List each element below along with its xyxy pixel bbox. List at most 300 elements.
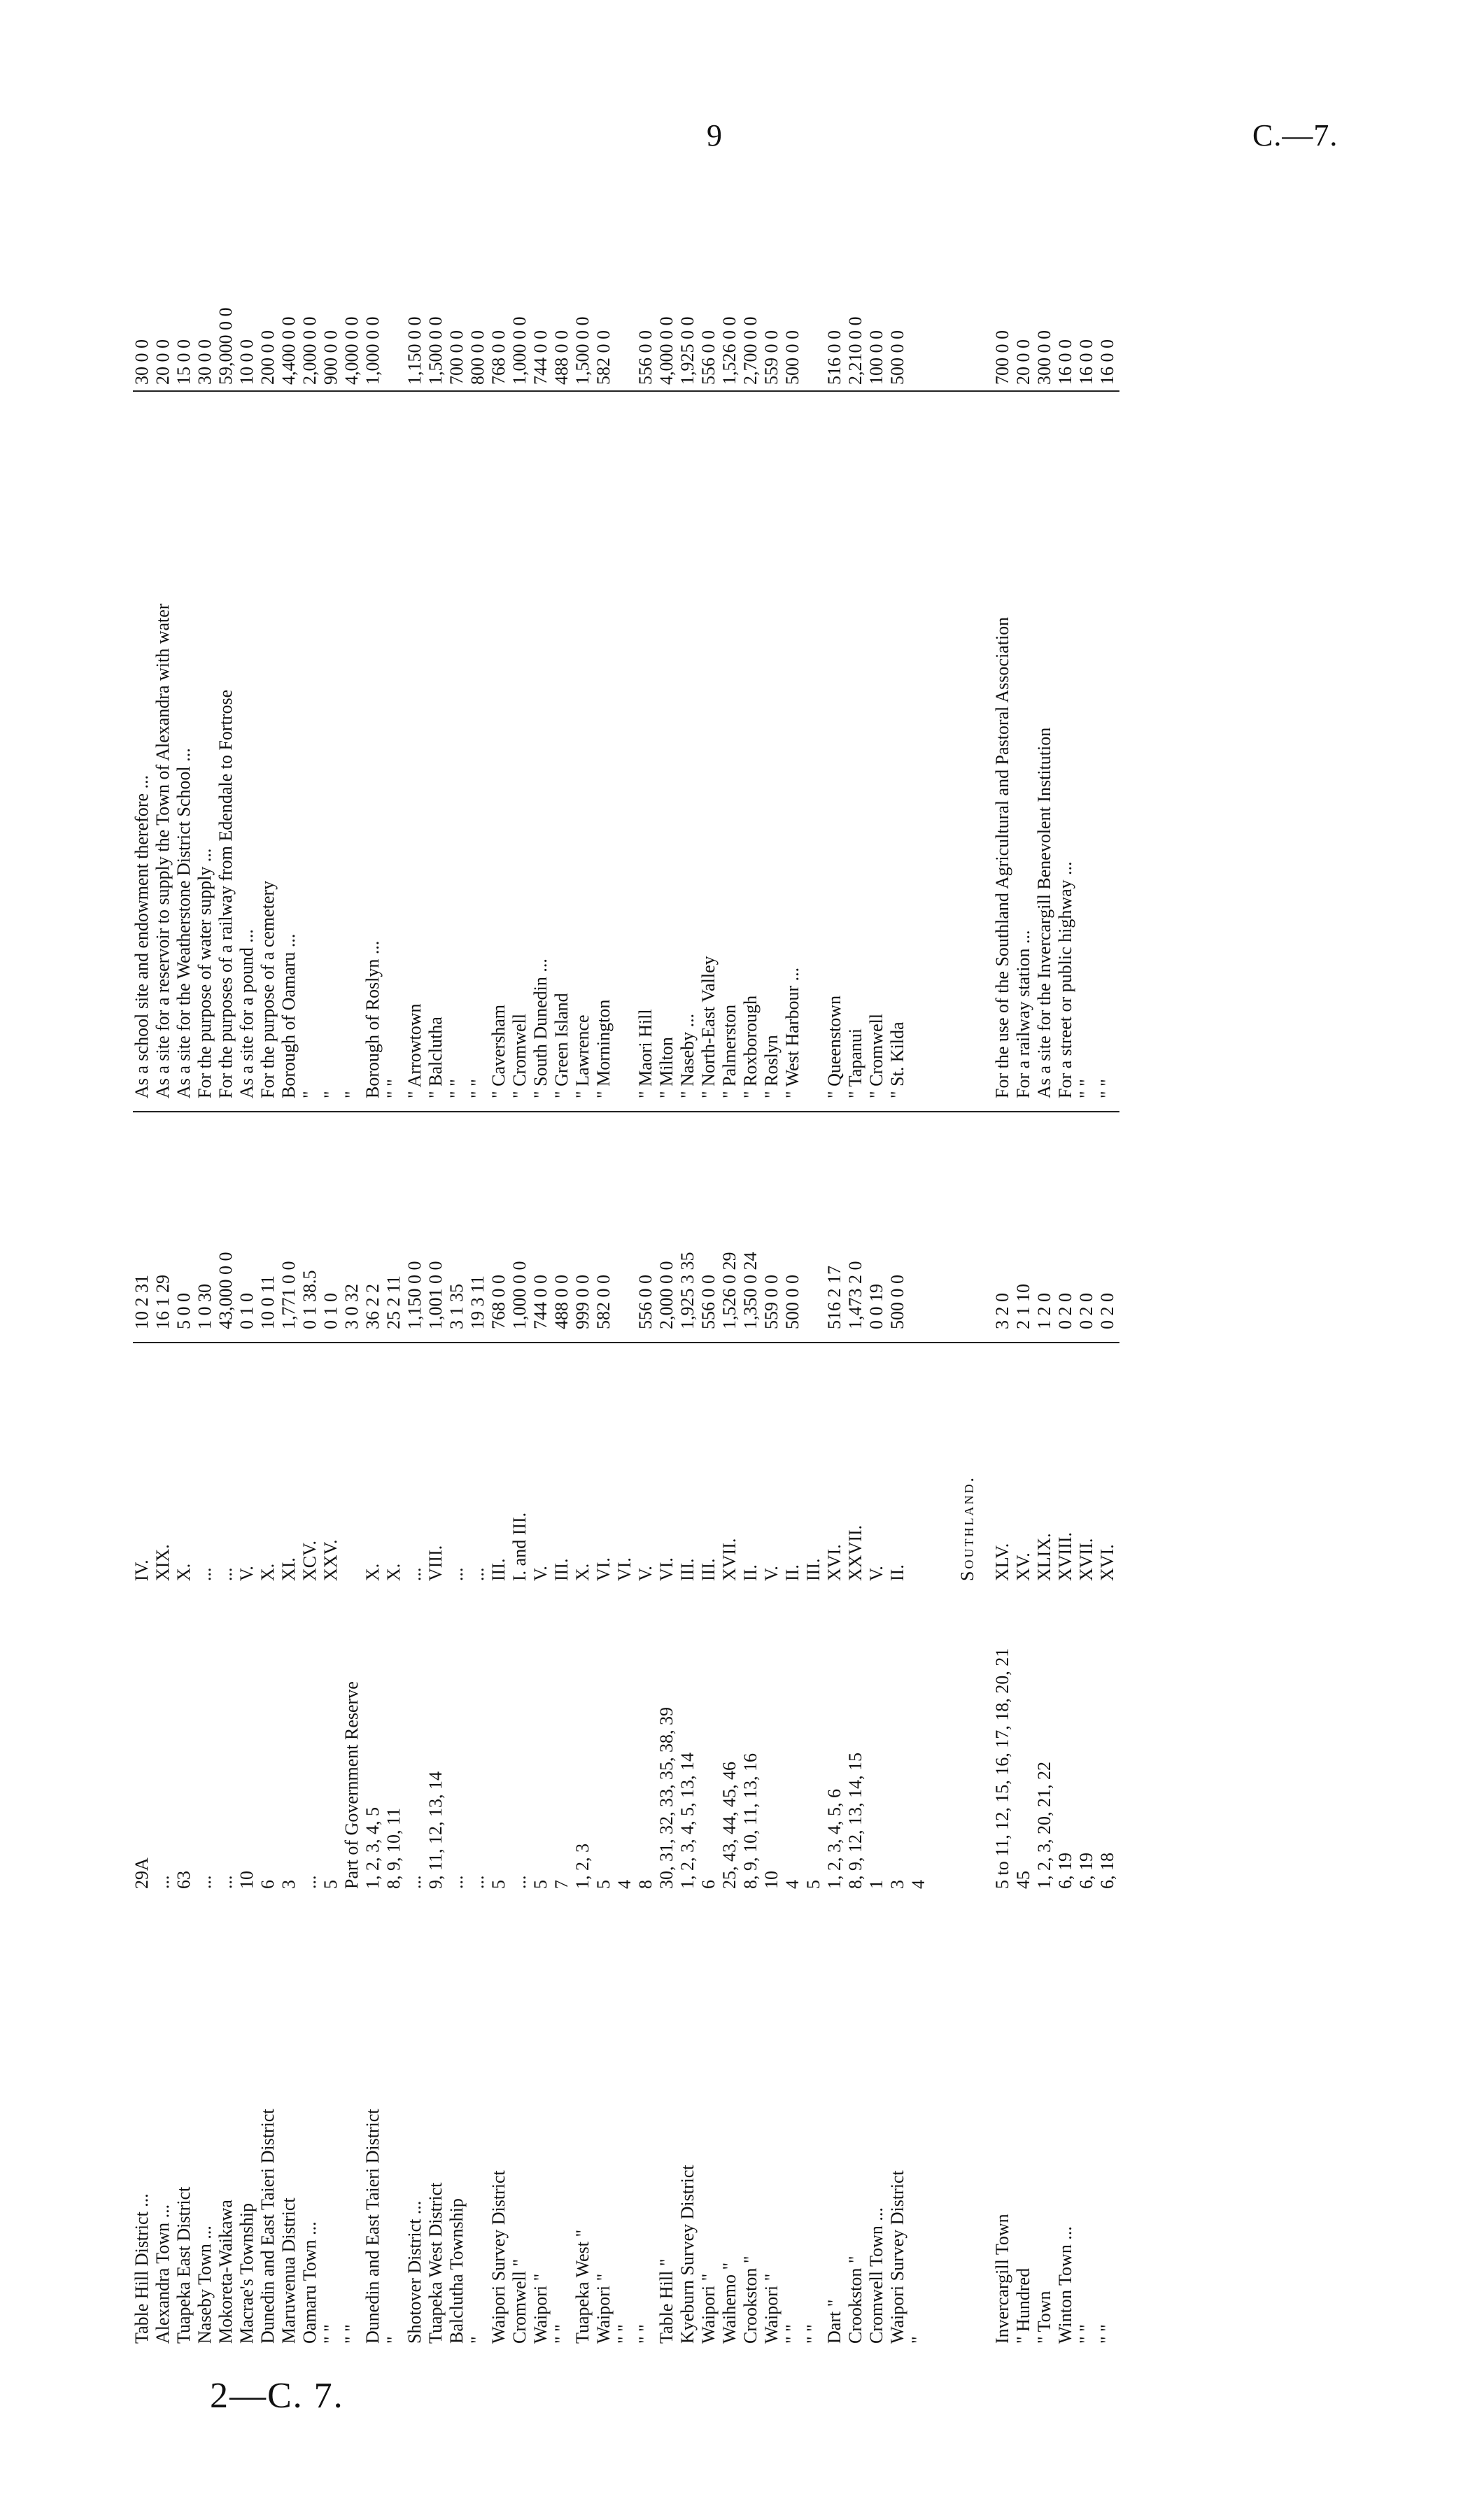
sections-cell: 25, 43, 44, 45, 46: [719, 1762, 740, 1889]
sections-cell: ...: [299, 1875, 320, 1889]
table-row: [364, 189, 385, 2344]
value-cell: 488 0 0: [551, 330, 572, 385]
purpose-cell: " Maori Hill: [635, 1009, 656, 1098]
purpose-cell: " Tapanui: [845, 1028, 865, 1098]
location-cell: Dart ": [824, 2299, 844, 2344]
block-cell: I. and III.: [509, 1512, 530, 1581]
sections-cell: 4: [782, 1880, 803, 1889]
location-cell: Alexandra Town ...: [153, 2204, 173, 2344]
sections-cell: 1, 2, 3, 4, 5: [362, 1807, 383, 1889]
table-row: [574, 189, 595, 2344]
block-cell: XXV.: [320, 1539, 341, 1581]
value-cell: 16 0 0: [1097, 339, 1117, 385]
purpose-cell: For a railway station ...: [1013, 930, 1033, 1098]
value-cell: 59,000 0 0: [215, 307, 236, 385]
value-cell: 500 0 0: [887, 330, 907, 385]
purpose-cell: For the purpose of water supply ...: [195, 848, 215, 1098]
table-row: [700, 189, 721, 2344]
block-cell: VI.: [656, 1557, 677, 1581]
location-cell: Mokoreta-Waikawa: [215, 2200, 236, 2344]
value-cell: 4,000 0 0: [341, 316, 362, 385]
table-row: [133, 189, 154, 2344]
rotated-table: [105, 189, 1364, 2344]
table-row: [868, 189, 889, 2344]
value-cell: 700 0 0: [446, 330, 467, 385]
sections-cell: ...: [195, 1875, 215, 1889]
sections-cell: 30, 31, 32, 33, 35, 38, 39: [656, 1707, 677, 1889]
table-row: [679, 189, 700, 2344]
value-cell: 2,700 0 0: [740, 316, 761, 385]
table-row: [889, 189, 910, 2344]
table-row: [322, 189, 343, 2344]
table-row: [553, 189, 574, 2344]
location-cell: Waipori Survey District: [887, 2170, 907, 2344]
sections-cell: ...: [153, 1875, 173, 1889]
sections-cell: 5: [803, 1880, 824, 1889]
block-cell: V.: [866, 1566, 886, 1581]
area-cell: 2,000 0 0: [656, 1261, 677, 1329]
purpose-cell: " Cromwell: [509, 1013, 530, 1098]
area-cell: 0 0 19: [866, 1284, 886, 1329]
sections-cell: 5: [593, 1880, 614, 1889]
value-cell: 2,210 0 0: [845, 316, 865, 385]
sections-cell: 7: [551, 1880, 572, 1889]
sections-cell: Part of Government Reserve: [341, 1681, 362, 1889]
area-cell: 1 0 30: [195, 1284, 215, 1329]
value-cell: 1,925 0 0: [677, 316, 698, 385]
purpose-cell: " Lawrence: [572, 1014, 593, 1098]
area-cell: 556 0 0: [635, 1275, 656, 1329]
table-row: [301, 189, 322, 2344]
block-cell: ...: [195, 1567, 215, 1581]
sections-cell: ...: [509, 1875, 530, 1889]
purpose-cell: " West Harbour ...: [782, 967, 803, 1098]
block-cell: IV.: [132, 1559, 152, 1581]
location-cell: Crookston ": [740, 2256, 761, 2344]
value-cell: 4,000 0 0: [656, 316, 677, 385]
location-cell: Cromwell ": [509, 2258, 530, 2344]
location-cell: Table Hill District ...: [132, 2193, 152, 2344]
table-row: [280, 189, 301, 2344]
purpose-cell: For a street or public highway ...: [1055, 861, 1075, 1098]
value-cell: 30 0 0: [132, 339, 152, 385]
table-row: [1036, 189, 1056, 2344]
table-row: [658, 189, 679, 2344]
area-cell: 500 0 0: [782, 1275, 803, 1329]
area-cell: 1,000 0 0: [509, 1261, 530, 1329]
block-cell: X.: [572, 1563, 593, 1581]
table-row: [448, 189, 469, 2344]
location-cell: Dunedin and East Taieri District: [257, 2109, 278, 2344]
value-cell: 100 0 0: [866, 330, 886, 385]
value-cell: 516 0 0: [824, 330, 844, 385]
sections-cell: 5: [530, 1880, 551, 1889]
column-rule: [133, 1111, 1119, 1112]
sections-cell: 10: [761, 1871, 782, 1889]
block-cell: XVI.: [1097, 1544, 1117, 1581]
area-cell: 559 0 0: [761, 1275, 782, 1329]
area-cell: 43,000 0 0: [215, 1252, 236, 1329]
value-cell: 20 0 0: [1013, 339, 1033, 385]
table-row: [406, 189, 427, 2344]
purpose-cell: For the purpose of a cemetery: [257, 880, 278, 1098]
table-row: [154, 189, 175, 2344]
location-cell: Cromwell Town ...: [866, 2207, 886, 2344]
purpose-cell: " North-East Valley: [698, 956, 719, 1098]
area-cell: 1,350 0 24: [740, 1252, 761, 1329]
table-row: [343, 189, 364, 2344]
purpose-cell: " ": [467, 1079, 488, 1098]
table-row: [196, 189, 217, 2344]
purpose-cell: ": [299, 1091, 320, 1098]
block-cell: III.: [551, 1558, 572, 1581]
block-cell: XXVII.: [845, 1524, 865, 1581]
block-cell: XVIII.: [1055, 1531, 1075, 1581]
purpose-cell: " ": [446, 1079, 467, 1098]
area-cell: 10 0 11: [257, 1275, 278, 1329]
area-cell: 488 0 0: [551, 1275, 572, 1329]
value-cell: 700 0 0: [992, 330, 1012, 385]
location-cell: Waipori ": [530, 2273, 551, 2344]
sections-cell: 1, 2, 3, 20, 21, 22: [1034, 1762, 1054, 1889]
block-cell: V.: [236, 1566, 257, 1581]
purpose-cell: " Roslyn: [761, 1035, 782, 1098]
location-cell: " ": [551, 2324, 572, 2344]
sections-cell: 5: [320, 1880, 341, 1889]
sections-cell: 6: [257, 1880, 278, 1889]
purpose-cell: " ": [383, 1079, 404, 1098]
table-row: [1098, 189, 1119, 2344]
location-cell: Waihemo ": [719, 2262, 740, 2344]
location-cell: " Town: [1034, 2291, 1054, 2344]
area-cell: 1,001 0 0: [425, 1261, 446, 1329]
table-row: [217, 189, 238, 2344]
column-rule: [133, 1342, 1119, 1343]
purpose-cell: ": [341, 1091, 362, 1098]
table-row: [1077, 189, 1098, 2344]
table-row: [721, 189, 742, 2344]
purpose-cell: " Balclutha: [425, 1017, 446, 1098]
location-cell: " ": [341, 2324, 362, 2344]
block-cell: V.: [635, 1566, 656, 1581]
value-cell: 800 0 0: [467, 330, 488, 385]
table-row: [742, 189, 763, 2344]
area-cell: 999 0 0: [572, 1275, 593, 1329]
area-cell: 1,925 3 35: [677, 1252, 698, 1329]
location-cell: Waipori Survey District: [488, 2170, 509, 2344]
table-row: [847, 189, 868, 2344]
location-cell: " ": [803, 2324, 824, 2344]
location-cell: " Hundred: [1013, 2267, 1033, 2344]
value-cell: 582 0 0: [593, 330, 614, 385]
value-cell: 1,500 0 0: [425, 316, 446, 385]
table-row: [238, 189, 259, 2344]
sections-cell: ...: [404, 1875, 425, 1889]
sections-cell: 6, 19: [1076, 1853, 1096, 1889]
block-cell: ...: [446, 1567, 467, 1581]
block-cell: III.: [677, 1558, 698, 1581]
area-cell: 19 3 11: [467, 1275, 488, 1329]
block-cell: XVI.: [824, 1544, 844, 1581]
location-cell: ": [383, 2336, 404, 2344]
purpose-cell: " South Dunedin ...: [530, 958, 551, 1098]
table-row: [469, 189, 490, 2344]
location-cell: " ": [1097, 2324, 1117, 2344]
block-cell: XI.: [278, 1557, 299, 1581]
location-cell: " ": [782, 2324, 803, 2344]
sections-cell: 1, 2, 3, 4, 5, 13, 14: [677, 1753, 698, 1889]
table-row: [175, 189, 196, 2344]
location-cell: Balclutha Township: [446, 2198, 467, 2344]
value-cell: 768 0 0: [488, 330, 509, 385]
block-cell: VIII.: [425, 1545, 446, 1581]
purpose-cell: For the use of the Southland Agricultural and Pastoral Association: [992, 616, 1012, 1098]
area-cell: 500 0 0: [887, 1275, 907, 1329]
block-cell: II.: [782, 1564, 803, 1581]
area-cell: 1 2 0: [1034, 1293, 1054, 1329]
value-cell: 20 0 0: [153, 339, 173, 385]
purpose-cell: As a site for the Invercargill Benevolent Institution: [1034, 727, 1054, 1098]
sections-cell: 3: [278, 1880, 299, 1889]
location-cell: " ": [1076, 2324, 1096, 2344]
table-row: [1015, 189, 1036, 2344]
location-cell: Oamaru Town ...: [299, 2221, 320, 2344]
location-cell: Tuapeka West ": [572, 2229, 593, 2344]
location-cell: Shotover District ...: [404, 2200, 425, 2344]
value-cell: 4,400 0 0: [278, 316, 299, 385]
table-row: [763, 189, 784, 2344]
block-cell: X.: [362, 1563, 383, 1581]
location-cell: Kyeburn Survey District: [677, 2165, 698, 2344]
area-cell: 744 0 0: [530, 1275, 551, 1329]
sections-cell: 8: [635, 1880, 656, 1889]
area-cell: 1,526 0 29: [719, 1252, 740, 1329]
value-cell: 556 0 0: [635, 330, 656, 385]
sections-cell: 63: [174, 1871, 194, 1889]
sections-cell: 3: [887, 1880, 907, 1889]
area-cell: 1,771 0 0: [278, 1261, 299, 1329]
location-cell: Winton Town ...: [1055, 2226, 1075, 2344]
sections-cell: ...: [467, 1875, 488, 1889]
purpose-cell: " Queenstown: [824, 995, 844, 1098]
area-cell: 3 2 0: [992, 1293, 1012, 1329]
area-cell: 0 1 38.5: [299, 1270, 320, 1329]
sections-cell: 9, 11, 12, 13, 14: [425, 1771, 446, 1889]
sections-cell: 4: [614, 1880, 635, 1889]
area-cell: 3 0 32: [341, 1284, 362, 1329]
purpose-cell: " Mornington: [593, 999, 614, 1098]
table-row: [490, 189, 511, 2344]
table-row: [637, 189, 658, 2344]
table-row: [616, 189, 637, 2344]
sections-cell: 8, 9, 10, 11: [383, 1807, 404, 1889]
location-cell: Dunedin and East Taieri District: [362, 2109, 383, 2344]
purpose-cell: As a site for a reservoir to supply the Town of Alexandra with water: [153, 603, 173, 1098]
purpose-cell: " Green Island: [551, 993, 572, 1098]
table-row: [532, 189, 553, 2344]
block-cell: III.: [698, 1558, 719, 1581]
purpose-cell: As a site for the Weatherstone District School ...: [174, 748, 194, 1098]
location-cell: Maruwenua District: [278, 2197, 299, 2344]
area-cell: 582 0 0: [593, 1275, 614, 1329]
area-cell: 516 2 17: [824, 1266, 844, 1329]
table-row: [826, 189, 847, 2344]
block-cell: XCV.: [299, 1540, 320, 1581]
area-cell: 0 2 0: [1055, 1293, 1075, 1329]
sections-cell: 1, 2, 3: [572, 1843, 593, 1889]
purpose-cell: " Palmerston: [719, 1004, 740, 1098]
area-cell: 0 1 0: [320, 1293, 341, 1329]
area-cell: 1,473 2 0: [845, 1261, 865, 1329]
location-cell: Tuapeka West District: [425, 2182, 446, 2344]
value-cell: 744 0 0: [530, 330, 551, 385]
sections-cell: 8, 9, 10, 11, 13, 16: [740, 1753, 761, 1889]
section-heading: Southland.: [957, 1475, 977, 1581]
page-number: 9: [707, 118, 723, 153]
location-cell: " ": [320, 2324, 341, 2344]
location-cell: Naseby Town ...: [195, 2225, 215, 2344]
block-cell: III.: [488, 1558, 509, 1581]
sections-cell: 1, 2, 3, 4, 5, 6: [824, 1789, 844, 1889]
location-cell: Macrae's Township: [236, 2203, 257, 2344]
value-cell: 500 0 0: [782, 330, 803, 385]
sections-cell: 10: [236, 1871, 257, 1889]
value-cell: 10 0 0: [236, 339, 257, 385]
value-cell: 1,526 0 0: [719, 316, 740, 385]
area-cell: 0 2 0: [1097, 1293, 1117, 1329]
value-cell: 30 0 0: [195, 339, 215, 385]
sections-cell: 6: [698, 1880, 719, 1889]
purpose-cell: " Milton: [656, 1037, 677, 1098]
value-cell: 1,150 0 0: [404, 316, 425, 385]
value-cell: 300 0 0: [1034, 330, 1054, 385]
purpose-cell: " Cromwell: [866, 1013, 886, 1098]
purpose-cell: " ": [1097, 1079, 1117, 1098]
purpose-cell: Borough of Roslyn ...: [362, 940, 383, 1098]
purpose-cell: " ": [1076, 1079, 1096, 1098]
table-row: [259, 189, 280, 2344]
area-cell: 5 0 0: [174, 1293, 194, 1329]
table-row: [784, 189, 805, 2344]
block-cell: XVII.: [719, 1538, 740, 1581]
sections-cell: 5 to 11, 12, 15, 16, 17, 18, 20, 21: [992, 1648, 1012, 1889]
table-row: [427, 189, 448, 2344]
sections-cell: ...: [446, 1875, 467, 1889]
purpose-cell: " Naseby ...: [677, 1013, 698, 1098]
location-cell: Tuapeka East District: [174, 2186, 194, 2344]
sections-cell: 1: [866, 1880, 886, 1889]
purpose-cell: " Arrowtown: [404, 1003, 425, 1098]
value-cell: 1,000 0 0: [362, 316, 383, 385]
block-cell: X.: [174, 1563, 194, 1581]
column-rule: [133, 390, 1119, 392]
area-cell: 768 0 0: [488, 1275, 509, 1329]
value-cell: 556 0 0: [698, 330, 719, 385]
block-cell: VI.: [593, 1557, 614, 1581]
table-row: [910, 189, 931, 2344]
area-cell: 0 1 0: [236, 1293, 257, 1329]
table-row: [805, 189, 826, 2344]
area-cell: 2 1 10: [1013, 1284, 1033, 1329]
purpose-cell: As a site for a pound ...: [236, 929, 257, 1098]
block-cell: XLIX.: [1034, 1533, 1054, 1581]
sections-cell: 29A: [132, 1857, 152, 1889]
block-cell: XV.: [1013, 1552, 1033, 1581]
value-cell: 200 0 0: [257, 330, 278, 385]
sections-cell: 6, 18: [1097, 1853, 1117, 1889]
block-cell: X.: [257, 1563, 278, 1581]
table-row: [385, 189, 406, 2344]
block-cell: V.: [530, 1566, 551, 1581]
block-cell: XIX.: [153, 1544, 173, 1581]
area-cell: 10 2 31: [132, 1275, 152, 1329]
location-cell: ": [467, 2336, 488, 2344]
sections-cell: ...: [215, 1875, 236, 1889]
purpose-cell: " St. Kilda: [887, 1021, 907, 1098]
value-cell: 559 0 0: [761, 330, 782, 385]
location-cell: ": [908, 2336, 928, 2344]
area-cell: 556 0 0: [698, 1275, 719, 1329]
table-row: [511, 189, 532, 2344]
block-cell: V.: [761, 1566, 782, 1581]
purpose-cell: Borough of Oamaru ...: [278, 933, 299, 1098]
document-code: C.—7.: [1252, 118, 1338, 153]
location-cell: Invercargill Town: [992, 2214, 1012, 2344]
table-row: [1056, 189, 1077, 2344]
area-cell: 25 2 11: [383, 1275, 404, 1329]
block-cell: III.: [803, 1558, 824, 1581]
block-cell: ...: [215, 1567, 236, 1581]
area-cell: 1,150 0 0: [404, 1261, 425, 1329]
location-cell: Crookston ": [845, 2256, 865, 2344]
value-cell: 2,000 0 0: [299, 316, 320, 385]
block-cell: XLV.: [992, 1543, 1012, 1581]
block-cell: II.: [887, 1564, 907, 1581]
area-cell: 0 2 0: [1076, 1293, 1096, 1329]
location-cell: " ": [614, 2324, 635, 2344]
area-cell: 16 1 29: [153, 1275, 173, 1329]
value-cell: 1,500 0 0: [572, 316, 593, 385]
sections-cell: 6, 19: [1055, 1853, 1075, 1889]
area-cell: 3 1 35: [446, 1284, 467, 1329]
sections-cell: 4: [908, 1880, 928, 1889]
sections-cell: 45: [1013, 1871, 1033, 1889]
sections-cell: 8, 9, 12, 13, 14, 15: [845, 1753, 865, 1889]
purpose-cell: " Roxborough: [740, 995, 761, 1098]
sections-cell: 5: [488, 1880, 509, 1889]
block-cell: II.: [740, 1564, 761, 1581]
block-cell: VI.: [614, 1557, 635, 1581]
table-row: [595, 189, 616, 2344]
table-row: [994, 189, 1015, 2344]
value-cell: 16 0 0: [1055, 339, 1075, 385]
location-cell: Waipori ": [593, 2273, 614, 2344]
block-cell: ...: [404, 1567, 425, 1581]
footer-code: 2—C. 7.: [210, 2376, 344, 2416]
value-cell: 1,000 0 0: [509, 316, 530, 385]
location-cell: " ": [635, 2324, 656, 2344]
location-cell: Waipori ": [698, 2273, 719, 2344]
value-cell: 15 0 0: [174, 339, 194, 385]
block-cell: X.: [383, 1563, 404, 1581]
area-cell: 36 2 2: [362, 1284, 383, 1329]
location-cell: Waipori ": [761, 2273, 782, 2344]
purpose-cell: For the purposes of a railway from Edendale to Fortrose: [215, 689, 236, 1098]
value-cell: 16 0 0: [1076, 339, 1096, 385]
purpose-cell: ": [320, 1091, 341, 1098]
block-cell: XVII.: [1076, 1538, 1096, 1581]
value-cell: 900 0 0: [320, 330, 341, 385]
